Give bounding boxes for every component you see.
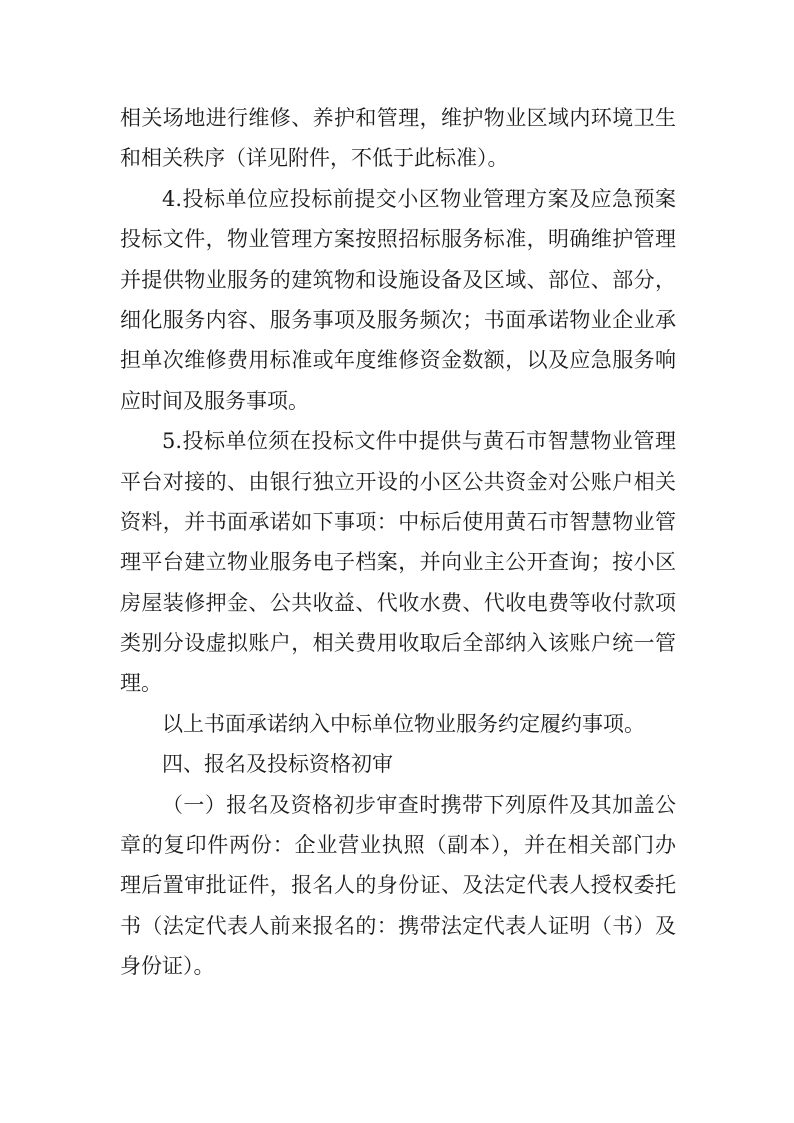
text-line: 细化服务内容、服务事项及服务频次；书面承诺物业企业承 [120, 307, 676, 332]
text-line: 理平台建立物业服务电子档案，并向业主公开查询；按小区 [120, 550, 676, 575]
text-line: 章的复印件两份：企业营业执照（副本），并在相关部门办 [120, 833, 676, 858]
section-heading-text: 四、报名及投标资格初审 [162, 752, 393, 777]
text-line: 理后置审批证件，报名人的身份证、及法定代表人授权委托 [120, 873, 676, 898]
text-line: 身份证）。 [120, 954, 215, 979]
paragraph-2 [120, 179, 676, 421]
paragraph-4 [120, 704, 676, 744]
text-line: 和相关秩序（详见附件，不低于此标准）。 [120, 146, 509, 171]
text-line: 理。 [120, 671, 162, 696]
text-line: 相关场地进行维修、养护和管理，维护物业区域内环境卫生 [120, 106, 676, 130]
text-line: 应时间及服务事项。 [120, 388, 309, 413]
paragraph-6 [120, 785, 676, 987]
text-line: （一）报名及资格初步审查时携带下列原件及其加盖公 [162, 792, 676, 817]
text-line: 投标文件，物业管理方案按照招标服务标准，明确维护管理 [120, 227, 676, 252]
section-heading [120, 744, 676, 784]
text-line: 房屋装修押金、公共收益、代收水费、代收电费等收付款项 [120, 590, 676, 615]
paragraph-3 [120, 421, 676, 704]
text-line: 平台对接的、由银行独立开设的小区公共资金对公账户相关 [120, 469, 676, 494]
text-line: 4.投标单位应投标前提交小区物业管理方案及应急预案 [162, 186, 676, 211]
document-body [120, 98, 676, 987]
text-line: 书（法定代表人前来报名的：携带法定代表人证明（书）及 [120, 913, 676, 938]
text-line: 以上书面承诺纳入中标单位物业服务约定履约事项。 [162, 711, 645, 736]
text-line: 担单次维修费用标准或年度维修资金数额，以及应急服务响 [120, 348, 676, 373]
text-line: 并提供物业服务的建筑物和设施设备及区域、部位、部分， [120, 267, 676, 292]
text-line: 资料，并书面承诺如下事项：中标后使用黄石市智慧物业管 [120, 509, 676, 534]
paragraph-1 [120, 98, 676, 179]
text-line: 类别分设虚拟账户，相关费用收取后全部纳入该账户统一管 [120, 631, 676, 656]
text-line: 5.投标单位须在投标文件中提供与黄石市智慧物业管理 [162, 429, 676, 454]
